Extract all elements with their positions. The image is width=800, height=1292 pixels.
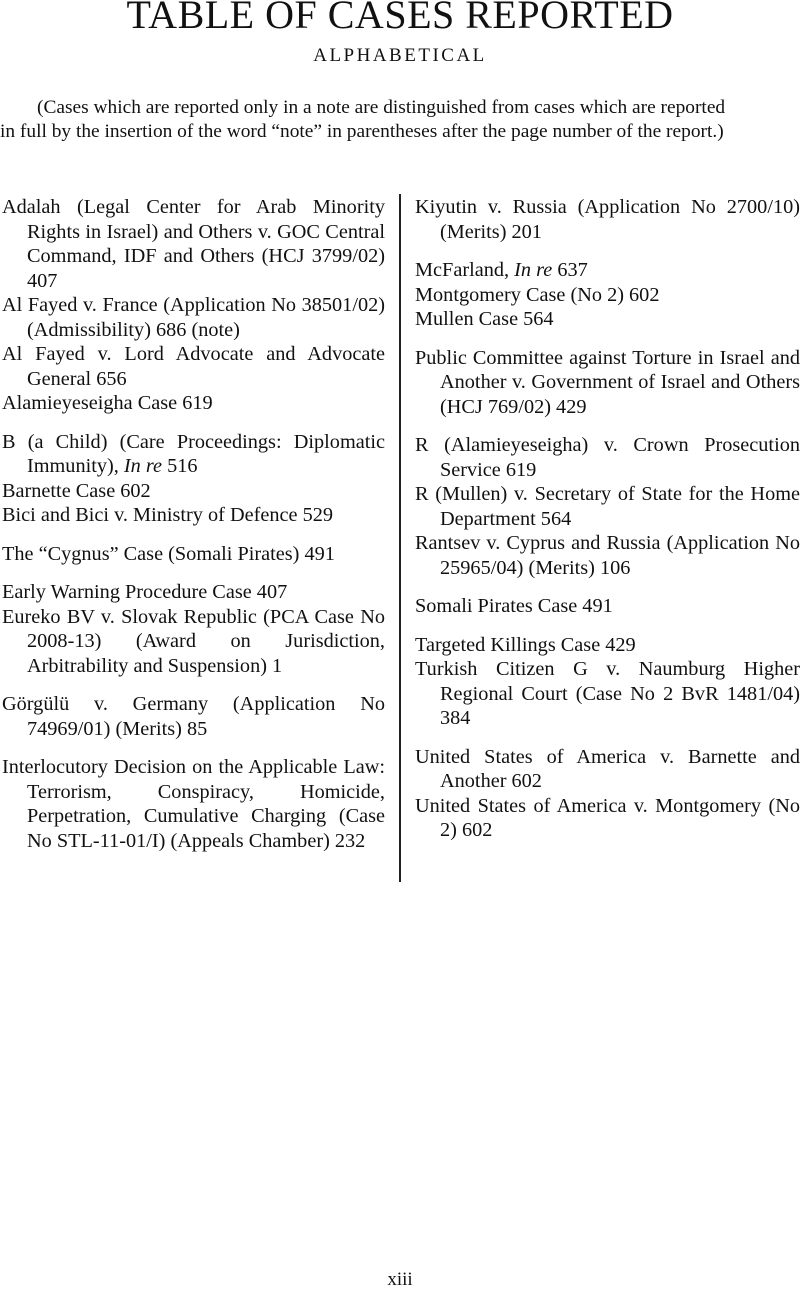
case-name-text: B (a Child) (Care Proceedings: Diplomatic Immunity), bbox=[2, 430, 385, 477]
case-entry bbox=[415, 307, 800, 332]
case-entry bbox=[415, 657, 800, 731]
case-group bbox=[415, 346, 800, 420]
case-entry bbox=[2, 580, 385, 605]
case-name-text: Kiyutin v. Russia (Application No 2700/10) (Merits) 201 bbox=[415, 196, 800, 243]
case-name-text: Public Committee against Torture in Israel and Another v. Government of Israel and Others (HCJ 769/02) 429 bbox=[415, 346, 800, 418]
case-name-text: The “Cygnus” Case (Somali Pirates) 491 bbox=[2, 542, 335, 565]
case-name-text: Al Fayed v. Lord Advocate and Advocate General 656 bbox=[2, 343, 385, 390]
case-entry bbox=[2, 293, 385, 342]
case-group bbox=[2, 430, 385, 528]
case-entry bbox=[2, 542, 385, 567]
case-group bbox=[2, 542, 385, 567]
case-entry bbox=[2, 755, 385, 853]
case-entry bbox=[415, 531, 800, 580]
case-entry bbox=[415, 433, 800, 482]
case-group bbox=[415, 633, 800, 731]
case-name-text: McFarland, bbox=[415, 259, 515, 281]
case-name-text: R (Alamieyeseigha) v. Crown Prosecution Service 619 bbox=[415, 434, 800, 481]
column-divider bbox=[399, 194, 401, 882]
case-group bbox=[415, 594, 800, 619]
case-name-text: Interlocutory Decision on the Applicable Law: Terrorism, Conspiracy, Homicide, Perpetration, Cumulative Charging (Case No STL-11-01/I) (Appeals Chamber) 232 bbox=[2, 756, 385, 852]
case-group bbox=[415, 745, 800, 843]
page-number: xiii bbox=[387, 1269, 413, 1290]
left-column bbox=[2, 195, 385, 867]
case-name-text: Rantsev v. Cyprus and Russia (Application No 25965/04) (Merits) 106 bbox=[415, 532, 800, 579]
case-entry bbox=[2, 195, 385, 293]
case-page-ref: 637 bbox=[552, 259, 588, 281]
case-name-text: Early Warning Procedure Case 407 bbox=[2, 581, 288, 603]
case-group bbox=[2, 195, 385, 416]
case-name-text: Eureko BV v. Slovak Republic (PCA Case No 2008-13) (Award on Jurisdiction, Arbitrability and Suspension) 1 bbox=[2, 605, 385, 677]
case-entry bbox=[2, 430, 385, 479]
case-name-italic: In re bbox=[514, 259, 553, 281]
case-entry bbox=[415, 633, 800, 658]
explanatory-note bbox=[0, 96, 800, 144]
case-group bbox=[2, 580, 385, 678]
case-name-text: R (Mullen) v. Secretary of State for the Home Department 564 bbox=[415, 483, 800, 530]
case-entry bbox=[2, 391, 385, 416]
case-name-text: United States of America v. Montgomery (No 2) 602 bbox=[415, 794, 800, 841]
case-group bbox=[415, 195, 800, 244]
case-entry bbox=[415, 745, 800, 794]
case-name-text: Mullen Case 564 bbox=[415, 308, 554, 330]
case-group bbox=[2, 692, 385, 741]
case-entry bbox=[2, 503, 385, 528]
case-group bbox=[2, 755, 385, 853]
case-entry bbox=[2, 605, 385, 679]
case-name-text: Al Fayed v. France (Application No 38501/02) (Admissibility) 686 (note) bbox=[2, 294, 385, 341]
page-subtitle: ALPHABETICAL bbox=[313, 45, 487, 66]
case-group bbox=[415, 258, 800, 332]
case-name-text: Montgomery Case (No 2) 602 bbox=[415, 283, 660, 306]
case-entry bbox=[2, 692, 385, 741]
case-group bbox=[415, 433, 800, 580]
case-name-text: Turkish Citizen G v. Naumburg Higher Regional Court (Case No 2 BvR 1481/04) 384 bbox=[415, 658, 800, 729]
explanatory-note-line: in full by the insertion of the word “note” in parentheses after the page number of the report.) bbox=[0, 121, 724, 142]
case-entry bbox=[2, 342, 385, 391]
right-column bbox=[415, 195, 800, 857]
case-name-text: Bici and Bici v. Ministry of Defence 529 bbox=[2, 504, 333, 526]
case-name-text: Somali Pirates Case 491 bbox=[415, 595, 613, 617]
case-name-text: Barnette Case 602 bbox=[2, 479, 151, 502]
case-name-text: Görgülü v. Germany (Application No 74969/01) (Merits) 85 bbox=[2, 693, 385, 740]
case-entry bbox=[415, 346, 800, 420]
case-entry bbox=[415, 258, 800, 283]
case-entry bbox=[415, 482, 800, 531]
case-page-ref: 516 bbox=[162, 455, 198, 477]
case-entry bbox=[415, 283, 800, 308]
page-title: TABLE OF CASES REPORTED bbox=[126, 0, 674, 37]
case-entry bbox=[415, 195, 800, 244]
case-entry bbox=[415, 594, 800, 619]
case-name-text: Adalah (Legal Center for Arab Minority Rights in Israel) and Others v. GOC Central Command, IDF and Others (HCJ 3799/02) 407 bbox=[2, 196, 385, 292]
case-entry bbox=[2, 479, 385, 504]
case-name-text: United States of America v. Barnette and Another 602 bbox=[415, 745, 800, 792]
case-name-italic: In re bbox=[123, 455, 162, 477]
case-name-text: Alamieyeseigha Case 619 bbox=[2, 392, 213, 414]
case-entry bbox=[415, 794, 800, 843]
explanatory-note-line: (Cases which are reported only in a note are distinguished from cases which are reported bbox=[37, 97, 726, 118]
case-name-text: Targeted Killings Case 429 bbox=[415, 633, 636, 656]
